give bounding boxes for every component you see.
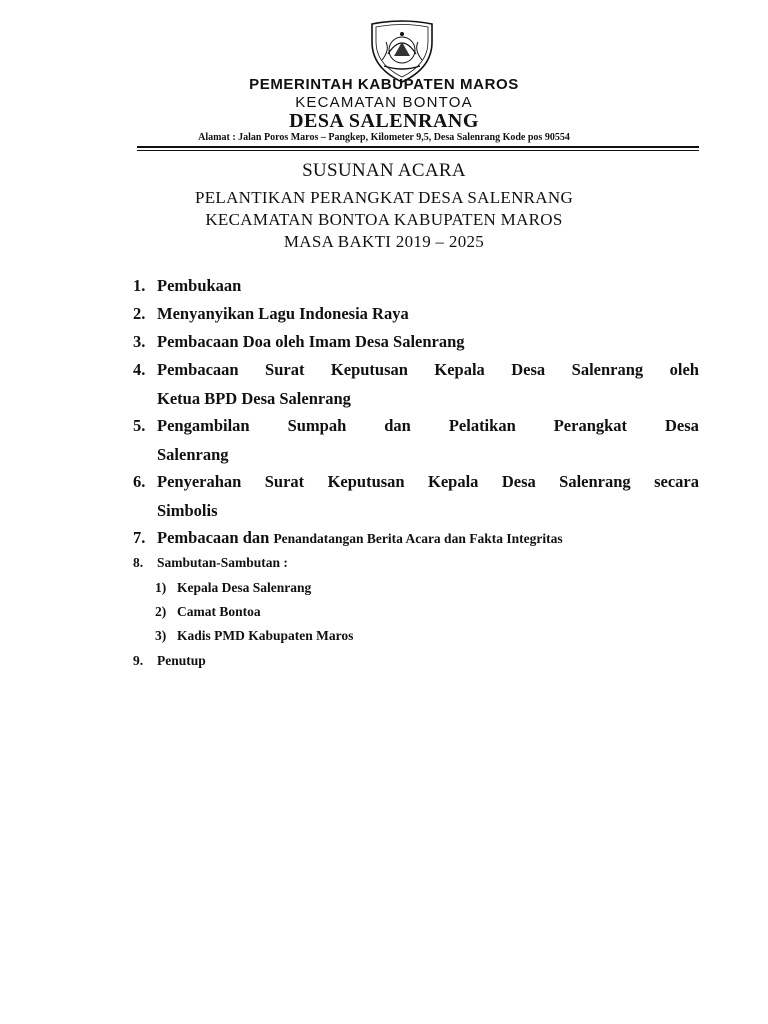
- list-item: 9. Penutup: [133, 653, 206, 668]
- letterhead-rule-thin: [137, 150, 699, 151]
- document-title: SUSUNAN ACARA: [302, 160, 466, 181]
- list-item: 5. Pengambilan Sumpah dan Pelatikan Perangkat Desa Salenrang: [133, 416, 699, 464]
- letterhead-rule-thick: [137, 146, 699, 148]
- sub-list-item: 3) Kadis PMD Kabupaten Maros: [155, 628, 354, 643]
- regency-emblem-icon: [366, 20, 438, 84]
- sub-list-item: 2) Camat Bontoa: [155, 604, 261, 619]
- letterhead-address: Alamat : Jalan Poros Maros – Pangkep, Kilometer 9,5, Desa Salenrang Kode pos 90554: [198, 132, 570, 143]
- sub-list-item: 1) Kepala Desa Salenrang: [155, 580, 312, 595]
- list-item: 4. Pembacaan Surat Keputusan Kepala Desa Salenrang oleh Ketua BPD Desa Salenrang: [133, 360, 699, 408]
- list-item: 6. Penyerahan Surat Keputusan Kepala Desa Salenrang secara Simbolis: [133, 472, 699, 520]
- letterhead-district: KECAMATAN BONTOA: [295, 94, 473, 111]
- list-item: 1. Pembukaan: [133, 276, 242, 295]
- letterhead-regency: PEMERINTAH KABUPATEN MAROS: [249, 76, 519, 93]
- list-item: 7. Pembacaan dan Penandatangan Berita Acara dan Fakta Integritas: [133, 528, 563, 547]
- letterhead-village: DESA SALENRANG: [289, 110, 479, 132]
- subtitle-line-2: KECAMATAN BONTOA KABUPATEN MAROS: [205, 210, 563, 229]
- list-item: 2. Menyanyikan Lagu Indonesia Raya: [133, 304, 409, 323]
- subtitle-line-3: MASA BAKTI 2019 – 2025: [283, 232, 485, 251]
- list-item: 3. Pembacaan Doa oleh Imam Desa Salenrang: [133, 332, 465, 351]
- subtitle-line-1: PELANTIKAN PERANGKAT DESA SALENRANG: [194, 188, 574, 207]
- list-item: 8. Sambutan-Sambutan :: [133, 555, 288, 570]
